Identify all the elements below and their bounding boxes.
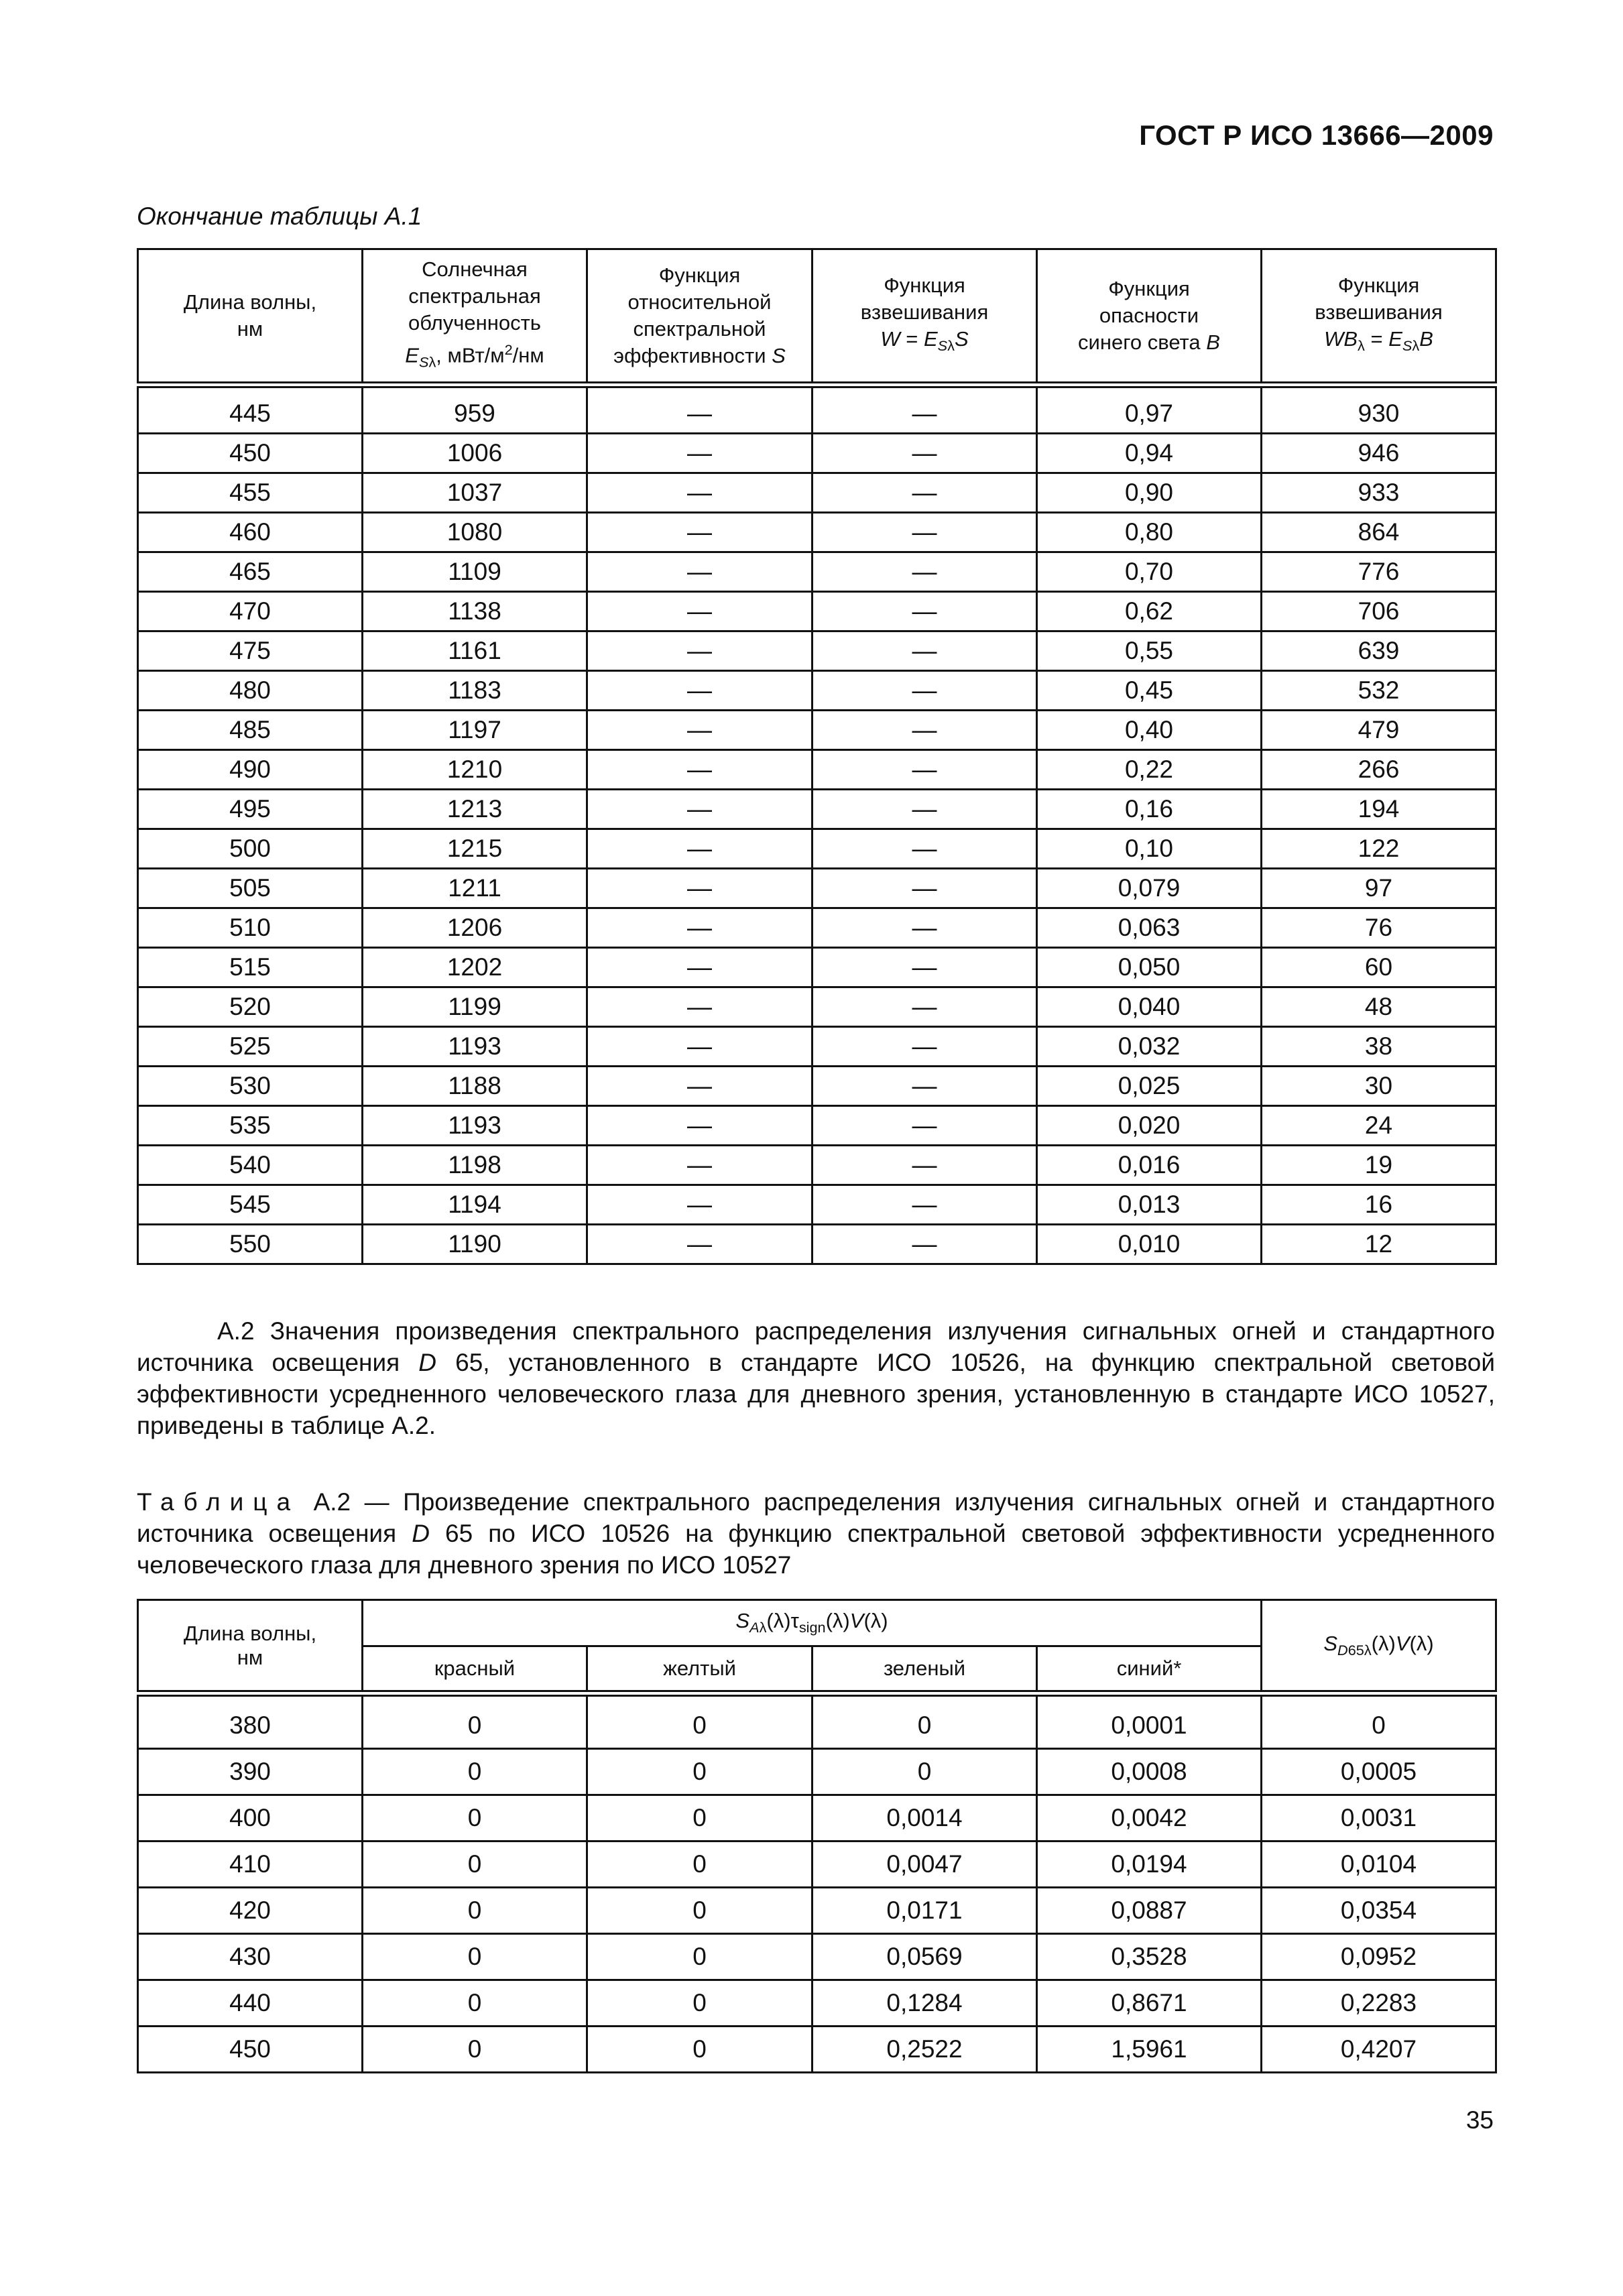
col-header-blue: синий*: [1037, 1646, 1262, 1694]
table-cell: 0: [587, 1980, 813, 2027]
table-cell: 0,0014: [813, 1795, 1037, 1841]
table-cell: 0,8671: [1037, 1980, 1262, 2027]
table-row: [138, 1146, 1496, 1185]
table-cell: 1206: [363, 908, 587, 948]
table-cell: 0: [587, 1693, 813, 1749]
table-cell: 0: [587, 1795, 813, 1841]
table-cell: —: [813, 829, 1037, 869]
table-cell: 0,0047: [813, 1841, 1037, 1888]
table-cell: 455: [138, 473, 363, 513]
table-cell: —: [587, 711, 813, 750]
table-cell: —: [587, 829, 813, 869]
table-row: [138, 1067, 1496, 1106]
table-a2-caption: Таблица А.2 — Произведение спектрального распределения излучения сигнальных огней и стандартного источника освещения D 65 по ИСО 10526 на функцию спектральной световой эффективности усредненного человеческого глаза для дневного зрения по ИСО 10527: [137, 1488, 1495, 1579]
table-cell: 0,0569: [813, 1934, 1037, 1980]
table-cell: 0,2522: [813, 2027, 1037, 2073]
table-cell: 550: [138, 1225, 363, 1264]
table-cell: —: [813, 869, 1037, 908]
table-cell: 450: [138, 2027, 363, 2073]
table-row: [138, 552, 1496, 592]
table-cell: —: [813, 385, 1037, 434]
table-cell: 400: [138, 1795, 363, 1841]
table-cell: 525: [138, 1027, 363, 1067]
table-a1-header-row: [138, 249, 1496, 385]
table-cell: 390: [138, 1749, 363, 1795]
table-cell: 0,3528: [1037, 1934, 1262, 1980]
table-cell: 1109: [363, 552, 587, 592]
table-cell: 410: [138, 1841, 363, 1888]
table-cell: 0: [587, 1749, 813, 1795]
table-cell: 97: [1262, 869, 1496, 908]
table-cell: —: [813, 790, 1037, 829]
table-cell: 1198: [363, 1146, 587, 1185]
table-cell: 0: [363, 1934, 587, 1980]
table-a2-body: [138, 1693, 1496, 2073]
col-header-irradiance: Солнечная спектральная облученность $E_{S\lambda}$, мВт/$м^2/нм$: [363, 249, 587, 385]
table-row: [138, 987, 1496, 1027]
table-row: [138, 1934, 1496, 1980]
table-cell: 465: [138, 552, 363, 592]
col-header-weighting: Функция взвешивания $W = E_{S\lambda}S$: [813, 249, 1037, 385]
col-header-efficiency: Функция относительной спектральной эффективности S: [587, 249, 813, 385]
table-row: [138, 385, 1496, 434]
table-cell: 0,050: [1037, 948, 1262, 987]
table-cell: 0: [587, 1888, 813, 1934]
table-row: [138, 631, 1496, 671]
table-row: [138, 1888, 1496, 1934]
table-cell: 505: [138, 869, 363, 908]
col-header-weighted-hazard: Функция взвешивания $WB_\lambda = E_{S\lambda}B$: [1262, 249, 1496, 385]
table-cell: 380: [138, 1693, 363, 1749]
paragraph-a2: А.2 Значения произведения спектрального распределения излучения сигнальных огней и стандартного источника освещения D 65, установленного в стандарте ИСО 10526, на функцию спектральной световой эффективности усредненного человеческого глаза для дневного зрения, установленную в стандарте ИСО 10527, приведены в таблице А.2.: [137, 1317, 1495, 1439]
table-cell: —: [587, 908, 813, 948]
table-cell: 445: [138, 385, 363, 434]
table-cell: —: [587, 513, 813, 552]
table-row: [138, 1841, 1496, 1888]
table-cell: 485: [138, 711, 363, 750]
table-cell: 0: [363, 1693, 587, 1749]
table-a1-body: [138, 385, 1496, 1264]
table-cell: —: [813, 631, 1037, 671]
table-cell: —: [813, 592, 1037, 631]
table-cell: 0,55: [1037, 631, 1262, 671]
table-cell: 1211: [363, 869, 587, 908]
table-cell: 0,0031: [1262, 1795, 1496, 1841]
table-row: [138, 908, 1496, 948]
table-row: [138, 829, 1496, 869]
table-cell: 1161: [363, 631, 587, 671]
table-cell: —: [813, 948, 1037, 987]
table-cell: 1188: [363, 1067, 587, 1106]
table-cell: 0: [1262, 1693, 1496, 1749]
table-row: [138, 1225, 1496, 1264]
table-cell: 0,70: [1037, 552, 1262, 592]
table-cell: 0,4207: [1262, 2027, 1496, 2073]
table-cell: 0,40: [1037, 711, 1262, 750]
table-cell: 60: [1262, 948, 1496, 987]
table-cell: 1,5961: [1037, 2027, 1262, 2073]
table-cell: 450: [138, 434, 363, 473]
table-cell: —: [587, 552, 813, 592]
table-cell: 440: [138, 1980, 363, 2027]
table-cell: 0,1284: [813, 1980, 1037, 2027]
table-cell: —: [813, 513, 1037, 552]
table-cell: 776: [1262, 552, 1496, 592]
table-cell: —: [813, 473, 1037, 513]
table-cell: —: [587, 1146, 813, 1185]
table-cell: —: [587, 671, 813, 711]
col-header-d65-product: $S_{D65\lambda}(\lambda)V(\lambda)$: [1262, 1600, 1496, 1694]
table-cell: 864: [1262, 513, 1496, 552]
table-cell: —: [813, 1067, 1037, 1106]
table-cell: 0,025: [1037, 1067, 1262, 1106]
table-cell: 510: [138, 908, 363, 948]
col-header-wavelength: Длина волны, нм: [138, 1600, 363, 1694]
table-cell: 0,016: [1037, 1146, 1262, 1185]
table-cell: 1193: [363, 1027, 587, 1067]
page-number: 35: [1465, 2106, 1494, 2134]
table-cell: 122: [1262, 829, 1496, 869]
col-header-yellow: желтый: [587, 1646, 813, 1694]
table-row: [138, 592, 1496, 631]
table-row: [138, 2027, 1496, 2073]
col-header-green: зеленый: [813, 1646, 1037, 1694]
table-cell: 194: [1262, 790, 1496, 829]
table-cell: 470: [138, 592, 363, 631]
table-cell: —: [587, 631, 813, 671]
table-cell: 1210: [363, 750, 587, 790]
table-row: [138, 1795, 1496, 1841]
table-cell: —: [813, 750, 1037, 790]
table-cell: 0,16: [1037, 790, 1262, 829]
table-cell: 475: [138, 631, 363, 671]
table-cell: 0,94: [1037, 434, 1262, 473]
table-cell: 0,013: [1037, 1185, 1262, 1225]
table-cell: —: [587, 987, 813, 1027]
table-cell: 959: [363, 385, 587, 434]
table-cell: 1080: [363, 513, 587, 552]
table-cell: 0,0171: [813, 1888, 1037, 1934]
table-cell: 0: [363, 1980, 587, 2027]
table-cell: 1183: [363, 671, 587, 711]
table-continuation-label: Окончание таблицы А.1: [137, 202, 422, 230]
table-cell: —: [813, 711, 1037, 750]
table-cell: 266: [1262, 750, 1496, 790]
table-cell: 540: [138, 1146, 363, 1185]
table-cell: —: [813, 671, 1037, 711]
table-cell: —: [813, 1225, 1037, 1264]
table-cell: 19: [1262, 1146, 1496, 1185]
table-cell: —: [813, 908, 1037, 948]
table-row: [138, 1027, 1496, 1067]
table-cell: 490: [138, 750, 363, 790]
table-cell: —: [587, 869, 813, 908]
table-cell: 0: [363, 1795, 587, 1841]
table-cell: 0: [587, 1841, 813, 1888]
table-cell: 1194: [363, 1185, 587, 1225]
table-cell: 545: [138, 1185, 363, 1225]
table-cell: 0: [363, 1749, 587, 1795]
table-cell: 430: [138, 1934, 363, 1980]
table-row: [138, 1185, 1496, 1225]
table-cell: 0: [363, 1841, 587, 1888]
table-cell: 0: [363, 1888, 587, 1934]
table-cell: 30: [1262, 1067, 1496, 1106]
table-cell: 0,032: [1037, 1027, 1262, 1067]
table-cell: 0,10: [1037, 829, 1262, 869]
table-cell: 0,90: [1037, 473, 1262, 513]
table-row: [138, 473, 1496, 513]
table-cell: 480: [138, 671, 363, 711]
table-cell: 0: [587, 2027, 813, 2073]
table-cell: 1197: [363, 711, 587, 750]
table-cell: 460: [138, 513, 363, 552]
table-cell: 1037: [363, 473, 587, 513]
col-header-hazard: Функция опасности синего света B: [1037, 249, 1262, 385]
table-cell: —: [813, 1106, 1037, 1146]
table-cell: 0,0042: [1037, 1795, 1262, 1841]
table-cell: 0: [363, 2027, 587, 2073]
table-cell: 532: [1262, 671, 1496, 711]
table-cell: —: [587, 1185, 813, 1225]
table-cell: 1215: [363, 829, 587, 869]
table-cell: 0,0354: [1262, 1888, 1496, 1934]
table-cell: 1190: [363, 1225, 587, 1264]
table-cell: 0: [813, 1749, 1037, 1795]
table-cell: 0,62: [1037, 592, 1262, 631]
table-cell: 0,063: [1037, 908, 1262, 948]
table-cell: —: [813, 1146, 1037, 1185]
table-cell: 1213: [363, 790, 587, 829]
table-cell: 0,020: [1037, 1106, 1262, 1146]
table-row: [138, 1106, 1496, 1146]
col-group-signal-product: $S_{A\lambda}(\lambda)\tau_{sign}(\lambda)V(\lambda)$: [363, 1600, 1262, 1646]
table-cell: 1138: [363, 592, 587, 631]
table-cell: 16: [1262, 1185, 1496, 1225]
table-row: [138, 513, 1496, 552]
table-cell: —: [813, 1185, 1037, 1225]
table-cell: 479: [1262, 711, 1496, 750]
table-row: [138, 1980, 1496, 2027]
table-cell: 1199: [363, 987, 587, 1027]
table-cell: —: [587, 750, 813, 790]
table-cell: 530: [138, 1067, 363, 1106]
table-cell: 520: [138, 987, 363, 1027]
table-cell: —: [587, 385, 813, 434]
table-cell: —: [587, 1106, 813, 1146]
table-cell: —: [587, 1067, 813, 1106]
table-cell: 0,22: [1037, 750, 1262, 790]
table-cell: 1193: [363, 1106, 587, 1146]
table-cell: —: [587, 473, 813, 513]
table-cell: 12: [1262, 1225, 1496, 1264]
table-cell: 930: [1262, 385, 1496, 434]
table-row: [138, 1693, 1496, 1749]
table-cell: —: [813, 434, 1037, 473]
table-cell: 24: [1262, 1106, 1496, 1146]
table-cell: 1202: [363, 948, 587, 987]
table-cell: 0,0104: [1262, 1841, 1496, 1888]
table-cell: 1006: [363, 434, 587, 473]
table-cell: —: [587, 1027, 813, 1067]
table-row: [138, 750, 1496, 790]
table-cell: 946: [1262, 434, 1496, 473]
table-cell: 0: [813, 1693, 1037, 1749]
table-cell: 0,079: [1037, 869, 1262, 908]
table-cell: 420: [138, 1888, 363, 1934]
table-cell: 48: [1262, 987, 1496, 1027]
table-cell: —: [587, 948, 813, 987]
table-row: [138, 671, 1496, 711]
table-cell: 0,45: [1037, 671, 1262, 711]
table-cell: 0,0194: [1037, 1841, 1262, 1888]
table-cell: 515: [138, 948, 363, 987]
table-a2: [137, 1599, 1497, 2073]
table-cell: 0,0001: [1037, 1693, 1262, 1749]
table-row: [138, 869, 1496, 908]
table-a1: [137, 248, 1497, 1265]
table-cell: 0: [587, 1934, 813, 1980]
table-cell: —: [587, 1225, 813, 1264]
table-cell: 0,0887: [1037, 1888, 1262, 1934]
table-cell: 0,040: [1037, 987, 1262, 1027]
table-cell: —: [587, 592, 813, 631]
table-cell: 76: [1262, 908, 1496, 948]
table-cell: 0,010: [1037, 1225, 1262, 1264]
table-row: [138, 790, 1496, 829]
table-cell: 0,97: [1037, 385, 1262, 434]
table-cell: 933: [1262, 473, 1496, 513]
table-row: [138, 711, 1496, 750]
table-cell: 38: [1262, 1027, 1496, 1067]
document-code: ГОСТ Р ИСО 13666—2009: [1139, 119, 1494, 151]
table-cell: —: [587, 790, 813, 829]
table-cell: 0,0952: [1262, 1934, 1496, 1980]
col-header-wavelength: Длина волны, нм: [138, 249, 363, 385]
table-cell: 0,0008: [1037, 1749, 1262, 1795]
table-cell: —: [587, 434, 813, 473]
table-cell: 0,2283: [1262, 1980, 1496, 2027]
table-cell: —: [813, 552, 1037, 592]
table-row: [138, 434, 1496, 473]
table-a2-header-row-1: [138, 1600, 1496, 1646]
table-cell: 706: [1262, 592, 1496, 631]
table-cell: 495: [138, 790, 363, 829]
table-cell: 500: [138, 829, 363, 869]
table-cell: 0,0005: [1262, 1749, 1496, 1795]
col-header-red: красный: [363, 1646, 587, 1694]
table-row: [138, 948, 1496, 987]
table-row: [138, 1749, 1496, 1795]
table-cell: —: [813, 987, 1037, 1027]
table-cell: 535: [138, 1106, 363, 1146]
table-cell: 0,80: [1037, 513, 1262, 552]
table-cell: 639: [1262, 631, 1496, 671]
table-cell: —: [813, 1027, 1037, 1067]
